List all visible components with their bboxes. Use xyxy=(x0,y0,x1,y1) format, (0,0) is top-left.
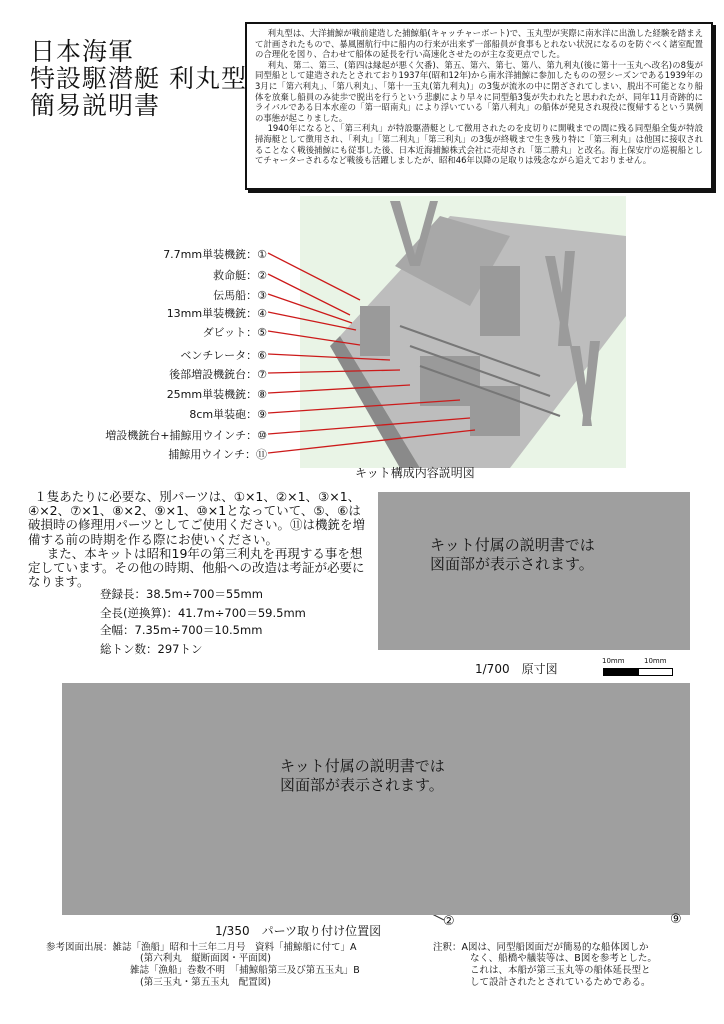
reference-line: 雑誌「漁船」巻数不明 「捕鯨船第三及び第五玉丸」B xyxy=(130,965,360,976)
title-line: 日本海軍 xyxy=(30,37,135,66)
notes-paragraph: １隻あたりに必要な、別パーツは、①×1、②×1、③×1、④×2、⑦×1、⑧×2、⑨×1、⑩×1となっていて、⑤、⑥は破損時の修理用パーツとしてご使用ください。⑪は機銃を増備する前の時期を作る際にお使いください。 xyxy=(28,489,366,547)
part-label: 救命艇：② xyxy=(213,269,267,282)
part-label: ベンチレータ：⑥ xyxy=(180,349,267,362)
part-label: 伝馬船：③ xyxy=(213,289,267,302)
intro-paragraph: 1940年になると、「第三利丸」が特設駆潜艇として徴用されたのを皮切りに開戦までの間に残る同型船全隻が特設掃海艇として徴用され、「利丸」「第二利丸」「第三利丸」の3隻が終戦まで生き残り特に「第三利丸」は他国に接収されることなく戦後捕鯨にも従事した後、日本近海捕鯨株式会社に売却され「第二勝丸」と改名。海上保安庁の巡視船としてチャーターされるなど戦後も活躍しましたが、昭和46年以降の足取りは残念ながら追えておりません。 xyxy=(255,123,703,166)
annotation-line: なく、船橋や艤装等は、B図を参考とした。 xyxy=(470,953,657,964)
scale-350-label: 1/350 パーツ取り付け位置図 xyxy=(215,924,382,938)
notes xyxy=(28,490,368,589)
part-label: 7.7mm単装機銃：① xyxy=(163,248,267,261)
scale-bar-black xyxy=(603,668,639,676)
reference-line: (第三玉丸・第五玉丸 配置図) xyxy=(140,977,271,988)
part-label: 8cm単装砲：⑨ xyxy=(189,408,267,421)
spec-total-length: 全長(逆換算)：41.7m÷700＝59.5mm xyxy=(100,606,306,620)
spec-beam: 全幅：7.35m÷700＝10.5mm xyxy=(100,623,263,637)
part-label: ダビット：⑤ xyxy=(202,326,267,339)
title-line: 簡易説明書 xyxy=(30,91,161,120)
annotation-line: して設計されたとされているためである。 xyxy=(470,977,651,988)
spec-tonnage: 総トン数：297トン xyxy=(100,642,203,656)
title-line: 特設駆潜艇 利丸型 xyxy=(30,64,247,93)
references: 参考図面出展：雑誌「漁船」昭和十三年二月号 資料「捕鯨船に付て」A xyxy=(46,942,357,953)
reference-line: (第六利丸 縦断面図・平面図) xyxy=(140,953,271,964)
spec-reg-length: 登録長：38.5m÷700＝55mm xyxy=(100,587,263,601)
marker-9: ⑨ xyxy=(670,912,682,927)
part-label: 後部増設機銃台：⑦ xyxy=(169,368,267,381)
notes-paragraph: また、本キットは昭和19年の第三利丸を再現する事を想定しています。その他の時期、他船への改造は考証が必要になります。 xyxy=(28,545,365,590)
part-label: 25mm単装機銃：⑧ xyxy=(166,388,267,401)
marker-2: ② xyxy=(443,914,455,929)
intro-paragraph: 利丸型は、大洋捕鯨が戦前建造した捕鯨船(キャッチャーボート)で、玉丸型が実際に南氷洋に出漁した経験を踏まえて計画されたもので、暴風圏航行中に船内の行来が出来ず一部船員が食事もとれない状況になるのを防ぐべく諸室配置の合理化を図り、合わせて船体の延長を行い高速化させたのが主な変更点でした。 xyxy=(255,28,703,60)
drawing-placeholder-700 xyxy=(378,492,690,650)
intro-paragraph: 利丸、第二、第三、(第四は縁起が悪く欠番)、第五、第六、第七、第八、第九利丸(後に第十一玉丸へ改名)の8隻が同型船として建造されたとされており1937年(昭和12年)から南氷洋捕鯨に参加したものの翌シーズンである1939年の3月に「第六利丸」、「第八利丸」、「第十一玉丸(第九利丸)」の3隻が流氷の中に閉ざされてしまい、脱出不可能となり船体を放棄し船員のみ徒歩で脱出を行うという悲劇により早々に同型船3隻が失われたと思われたが、同年11月奇跡的にライバルである日本水産の「第一昭南丸」により浮いている「第八利丸」の船体が発見され現役に復帰するという異例の事態が起こりました。 xyxy=(255,59,703,123)
scale-bar-label: 10mm xyxy=(602,657,625,665)
placeholder-text: キット付属の説明書では 図面部が表示されます。 xyxy=(430,536,595,573)
kit-caption: キット構成内容説明図 xyxy=(355,466,475,480)
drawing-placeholder-350 xyxy=(62,683,690,915)
scale-700-label: 1/700 原寸図 xyxy=(475,662,558,676)
annotation: 注釈：A図は、同型船図面だが簡易的な船体図しか xyxy=(433,942,649,953)
placeholder-text: キット付属の説明書では 図面部が表示されます。 xyxy=(280,757,445,794)
part-label: 13mm単装機銃：④ xyxy=(166,307,267,320)
part-label: 捕鯨用ウインチ：⑪ xyxy=(168,448,267,461)
annotation-line: これは、本船が第三玉丸等の船体延長型と xyxy=(470,965,651,976)
part-label: 増設機銃台+捕鯨用ウインチ：⑩ xyxy=(105,429,267,442)
scale-bar-label: 10mm xyxy=(644,657,667,665)
scale-bar-white xyxy=(638,668,673,676)
